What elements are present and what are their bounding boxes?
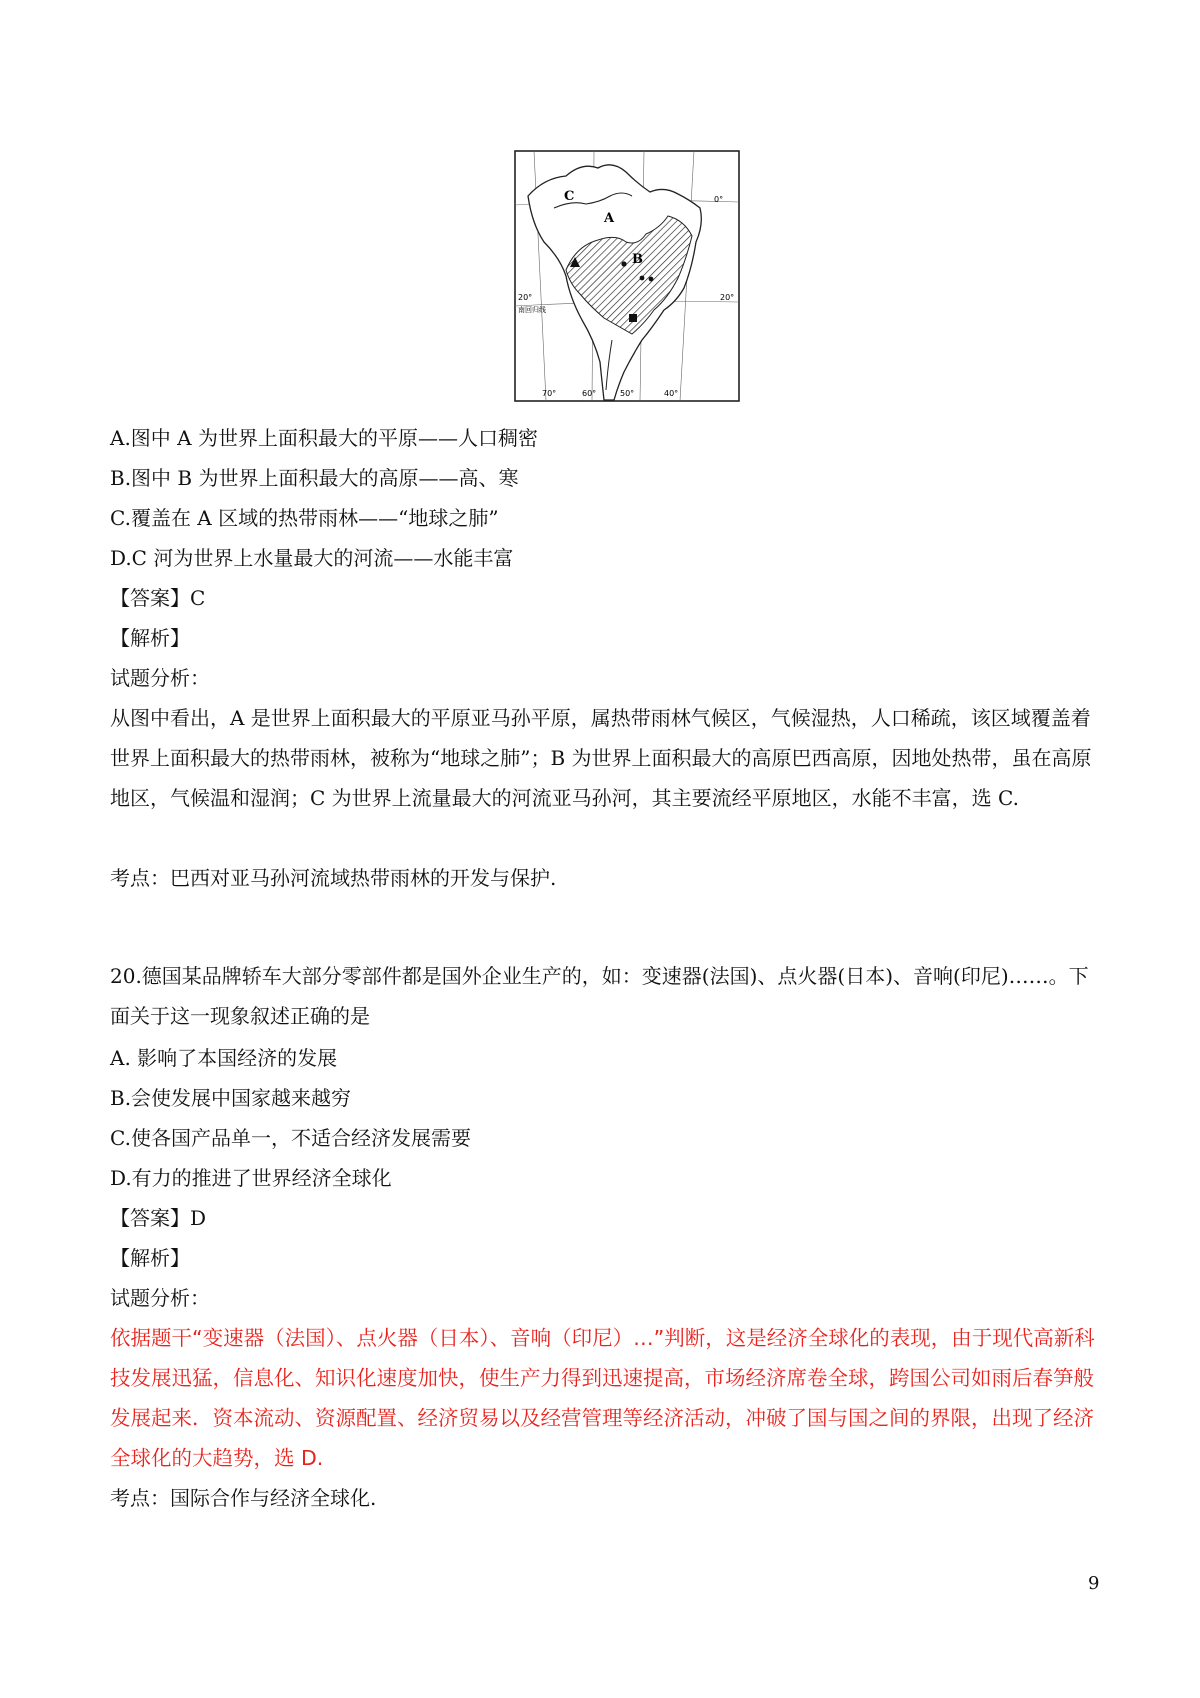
q19-analysis-text: 从图中看出，A 是世界上面积最大的平原亚马孙平原，属热带雨林气候区，气候湿热，人口稀疏，该区域覆盖着世界上面积最大的热带雨林，被称为“地球之肺”；B 为世界上面积最大的高原巴西高原，因地处热带，虽在高原地区，气候温和湿润；C 为世界上流量最大的河流亚马孙河，其主要流经平原地区，水能不丰富，选 C.: [110, 706, 1092, 810]
q20-answer: 【答案】D: [110, 1206, 207, 1230]
q20-question: 20.德国某品牌轿车大部分零部件都是国外企业生产的，如：变速器(法国)、点火器(日本)、音响(印尼)……。下面关于这一现象叙述正确的是: [110, 964, 1089, 1028]
map-lon-tick: 50°: [620, 389, 635, 398]
map-lon-tick: 60°: [582, 389, 597, 398]
map-label-b: B: [632, 252, 643, 267]
q19-answer: 【答案】C: [110, 586, 206, 610]
map-tropic-label: 南回归线: [518, 306, 546, 314]
map-lat-tick: 0°: [714, 195, 724, 204]
map-lat-tick: 20°: [720, 293, 735, 302]
map-label-c: C: [564, 189, 575, 204]
q19-analysis-intro: 试题分析：: [110, 666, 210, 690]
q20-option-a: A. 影响了本国经济的发展: [110, 1046, 338, 1070]
q19-keypoint: 考点：巴西对亚马孙河流域热带雨林的开发与保护.: [110, 866, 557, 890]
q19-option-c: C.覆盖在 A 区域的热带雨林——“地球之肺”: [110, 506, 499, 530]
map-lon-tick: 70°: [542, 389, 557, 398]
q19-option-b: B.图中 B 为世界上面积最大的高原——高、寒: [110, 466, 519, 490]
q20-keypoint: 考点：国际合作与经济全球化.: [110, 1486, 377, 1510]
map-lat-tick: 20°: [518, 293, 533, 302]
page-number: 9: [1088, 1573, 1100, 1594]
map-lon-tick: 40°: [664, 389, 679, 398]
q20-option-c: C.使各国产品单一，不适合经济发展需要: [110, 1126, 471, 1150]
q19-analysis-heading: 【解析】: [110, 626, 190, 650]
q20-analysis-intro: 试题分析：: [110, 1286, 210, 1310]
q20-option-b: B.会使发展中国家越来越穷: [110, 1086, 352, 1110]
south-america-map: [514, 150, 740, 402]
q20-option-d: D.有力的推进了世界经济全球化: [110, 1166, 392, 1190]
q20-analysis-heading: 【解析】: [110, 1246, 190, 1270]
q20-analysis-text: 依据题干“变速器（法国）、点火器（日本）、音响（印尼）…”判断，这是经济全球化的表现，由于现代高新科技发展迅猛，信息化、知识化速度加快，使生产力得到迅速提高，市场经济席卷全球，跨国公司如雨后春笋般发展起来．资本流动、资源配置、经济贸易以及经营管理等经济活动，冲破了国与国之间的界限，出现了经济全球化的大趋势，选 D.: [110, 1326, 1095, 1470]
q19-option-d: D.C 河为世界上水量最大的河流——水能丰富: [110, 546, 514, 570]
map-label-a: A: [604, 211, 615, 226]
q19-option-a: A.图中 A 为世界上面积最大的平原——人口稠密: [110, 426, 538, 450]
